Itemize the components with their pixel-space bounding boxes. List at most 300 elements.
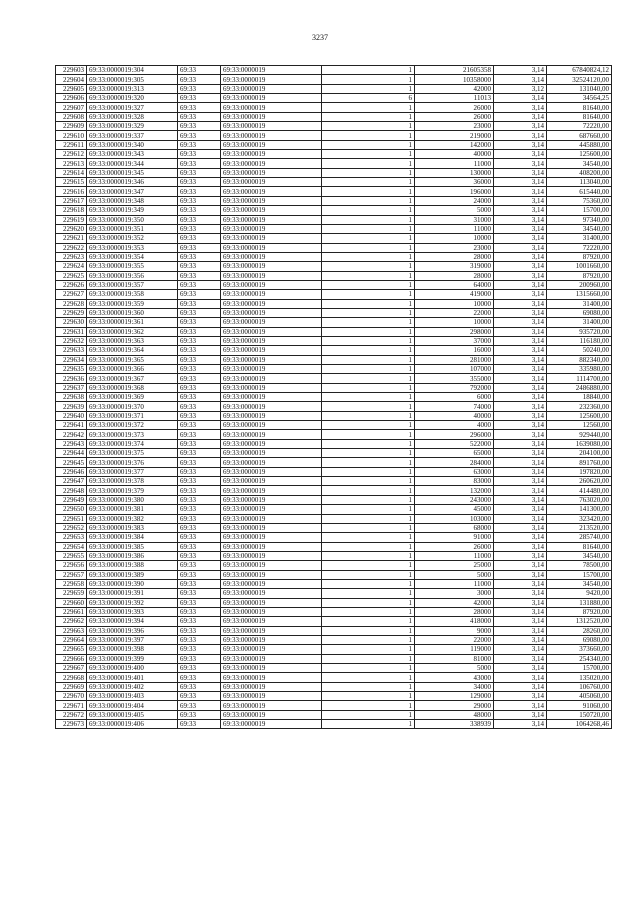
rate-cell: 3,14: [494, 421, 547, 430]
area-cell: 103000: [415, 514, 494, 523]
quarter-number-cell: 69:33:0000019: [221, 402, 322, 411]
rate-cell: 3,14: [494, 664, 547, 673]
count-cell: 1: [322, 262, 415, 271]
count-cell: 1: [322, 430, 415, 439]
row-number-cell: 229637: [56, 383, 87, 392]
district-code-cell: 69:33: [178, 710, 221, 719]
district-code-cell: 69:33: [178, 701, 221, 710]
table-row: [56, 439, 612, 448]
value-cell: 335980,00: [547, 365, 612, 374]
area-cell: 142000: [415, 140, 494, 149]
rate-cell: 3,14: [494, 150, 547, 159]
value-cell: 232360,00: [547, 402, 612, 411]
area-cell: 6000: [415, 393, 494, 402]
value-cell: 34540,00: [547, 159, 612, 168]
count-cell: 1: [322, 224, 415, 233]
value-cell: 687660,00: [547, 131, 612, 140]
table-row: [56, 103, 612, 112]
value-cell: 32524120,00: [547, 75, 612, 84]
cadastral-number-cell: 69:33:0000019:337: [87, 131, 178, 140]
rate-cell: 3,14: [494, 318, 547, 327]
count-cell: 1: [322, 477, 415, 486]
quarter-number-cell: 69:33:0000019: [221, 346, 322, 355]
quarter-number-cell: 69:33:0000019: [221, 645, 322, 654]
quarter-number-cell: 69:33:0000019: [221, 140, 322, 149]
table-row: [56, 645, 612, 654]
count-cell: 6: [322, 94, 415, 103]
district-code-cell: 69:33: [178, 421, 221, 430]
cadastral-number-cell: 69:33:0000019:384: [87, 533, 178, 542]
quarter-number-cell: 69:33:0000019: [221, 131, 322, 140]
value-cell: 323420,00: [547, 514, 612, 523]
row-number-cell: 229620: [56, 224, 87, 233]
cadastral-number-cell: 69:33:0000019:359: [87, 299, 178, 308]
row-number-cell: 229607: [56, 103, 87, 112]
value-cell: 405060,00: [547, 692, 612, 701]
count-cell: 1: [322, 654, 415, 663]
value-cell: 1315660,00: [547, 290, 612, 299]
cadastral-number-cell: 69:33:0000019:343: [87, 150, 178, 159]
table-row: [56, 66, 612, 75]
rate-cell: 3,14: [494, 514, 547, 523]
quarter-number-cell: 69:33:0000019: [221, 243, 322, 252]
area-cell: 11000: [415, 551, 494, 560]
table-row: [56, 692, 612, 701]
table-row: [56, 168, 612, 177]
count-cell: 1: [322, 402, 415, 411]
count-cell: 1: [322, 84, 415, 93]
table-row: [56, 234, 612, 243]
table-row: [56, 654, 612, 663]
rate-cell: 3,14: [494, 682, 547, 691]
quarter-number-cell: 69:33:0000019: [221, 271, 322, 280]
value-cell: 106760,00: [547, 682, 612, 691]
count-cell: 1: [322, 271, 415, 280]
table-row: [56, 393, 612, 402]
value-cell: 81640,00: [547, 542, 612, 551]
district-code-cell: 69:33: [178, 280, 221, 289]
count-cell: 1: [322, 122, 415, 131]
rate-cell: 3,14: [494, 449, 547, 458]
area-cell: 23000: [415, 122, 494, 131]
count-cell: 1: [322, 579, 415, 588]
table-row: [56, 430, 612, 439]
count-cell: 1: [322, 336, 415, 345]
rate-cell: 3,14: [494, 280, 547, 289]
rate-cell: 3,14: [494, 645, 547, 654]
table-row: [56, 635, 612, 644]
cadastral-number-cell: 69:33:0000019:389: [87, 570, 178, 579]
count-cell: 1: [322, 187, 415, 196]
row-number-cell: 229646: [56, 467, 87, 476]
table-row: [56, 224, 612, 233]
table-row: [56, 365, 612, 374]
quarter-number-cell: 69:33:0000019: [221, 84, 322, 93]
district-code-cell: 69:33: [178, 196, 221, 205]
district-code-cell: 69:33: [178, 467, 221, 476]
rate-cell: 3,14: [494, 308, 547, 317]
quarter-number-cell: 69:33:0000019: [221, 66, 322, 75]
quarter-number-cell: 69:33:0000019: [221, 318, 322, 327]
rate-cell: 3,14: [494, 271, 547, 280]
row-number-cell: 229626: [56, 280, 87, 289]
rate-cell: 3,14: [494, 187, 547, 196]
cadastral-number-cell: 69:33:0000019:366: [87, 365, 178, 374]
district-code-cell: 69:33: [178, 122, 221, 131]
rate-cell: 3,14: [494, 234, 547, 243]
area-cell: 40000: [415, 150, 494, 159]
area-cell: 4000: [415, 421, 494, 430]
rate-cell: 3,14: [494, 430, 547, 439]
row-number-cell: 229661: [56, 607, 87, 616]
rate-cell: 3,14: [494, 243, 547, 252]
quarter-number-cell: 69:33:0000019: [221, 393, 322, 402]
quarter-number-cell: 69:33:0000019: [221, 430, 322, 439]
count-cell: 1: [322, 299, 415, 308]
count-cell: 1: [322, 692, 415, 701]
rate-cell: 3,14: [494, 635, 547, 644]
cadastral-number-cell: 69:33:0000019:392: [87, 598, 178, 607]
count-cell: 1: [322, 598, 415, 607]
area-cell: 28000: [415, 252, 494, 261]
row-number-cell: 229603: [56, 66, 87, 75]
district-code-cell: 69:33: [178, 598, 221, 607]
row-number-cell: 229623: [56, 252, 87, 261]
table-row: [56, 607, 612, 616]
area-cell: 64000: [415, 280, 494, 289]
cadastral-number-cell: 69:33:0000019:399: [87, 654, 178, 663]
quarter-number-cell: 69:33:0000019: [221, 383, 322, 392]
rate-cell: 3,14: [494, 66, 547, 75]
district-code-cell: 69:33: [178, 561, 221, 570]
district-code-cell: 69:33: [178, 234, 221, 243]
rate-cell: 3,14: [494, 579, 547, 588]
cadastral-number-cell: 69:33:0000019:352: [87, 234, 178, 243]
area-cell: 10000: [415, 318, 494, 327]
row-number-cell: 229668: [56, 673, 87, 682]
cadastral-number-cell: 69:33:0000019:360: [87, 308, 178, 317]
rate-cell: 3,14: [494, 477, 547, 486]
rate-cell: 3,14: [494, 159, 547, 168]
district-code-cell: 69:33: [178, 635, 221, 644]
quarter-number-cell: 69:33:0000019: [221, 542, 322, 551]
value-cell: 69080,00: [547, 308, 612, 317]
value-cell: 50240,00: [547, 346, 612, 355]
cadastral-number-cell: 69:33:0000019:347: [87, 187, 178, 196]
quarter-number-cell: 69:33:0000019: [221, 682, 322, 691]
district-code-cell: 69:33: [178, 224, 221, 233]
quarter-number-cell: 69:33:0000019: [221, 94, 322, 103]
row-number-cell: 229657: [56, 570, 87, 579]
district-code-cell: 69:33: [178, 308, 221, 317]
count-cell: 1: [322, 327, 415, 336]
district-code-cell: 69:33: [178, 514, 221, 523]
value-cell: 67840824,12: [547, 66, 612, 75]
cadastral-number-cell: 69:33:0000019:373: [87, 430, 178, 439]
value-cell: 200960,00: [547, 280, 612, 289]
rate-cell: 3,14: [494, 327, 547, 336]
quarter-number-cell: 69:33:0000019: [221, 720, 322, 729]
value-cell: 135020,00: [547, 673, 612, 682]
row-number-cell: 229611: [56, 140, 87, 149]
district-code-cell: 69:33: [178, 393, 221, 402]
district-code-cell: 69:33: [178, 411, 221, 420]
value-cell: 12560,00: [547, 421, 612, 430]
cadastral-number-cell: 69:33:0000019:380: [87, 495, 178, 504]
table-row: [56, 84, 612, 93]
area-cell: 68000: [415, 523, 494, 532]
count-cell: 1: [322, 607, 415, 616]
rate-cell: 3,14: [494, 290, 547, 299]
district-code-cell: 69:33: [178, 299, 221, 308]
count-cell: 1: [322, 383, 415, 392]
quarter-number-cell: 69:33:0000019: [221, 598, 322, 607]
quarter-number-cell: 69:33:0000019: [221, 290, 322, 299]
rate-cell: 3,12: [494, 84, 547, 93]
count-cell: 1: [322, 533, 415, 542]
quarter-number-cell: 69:33:0000019: [221, 710, 322, 719]
table-row: [56, 533, 612, 542]
rate-cell: 3,14: [494, 467, 547, 476]
row-number-cell: 229656: [56, 561, 87, 570]
table-row: [56, 664, 612, 673]
quarter-number-cell: 69:33:0000019: [221, 514, 322, 523]
cadastral-number-cell: 69:33:0000019:355: [87, 262, 178, 271]
quarter-number-cell: 69:33:0000019: [221, 561, 322, 570]
table-row: [56, 215, 612, 224]
value-cell: 34564,25: [547, 94, 612, 103]
district-code-cell: 69:33: [178, 682, 221, 691]
table-row: [56, 626, 612, 635]
area-cell: 23000: [415, 243, 494, 252]
area-cell: 196000: [415, 187, 494, 196]
value-cell: 1639080,00: [547, 439, 612, 448]
area-cell: 419000: [415, 290, 494, 299]
table-row: [56, 122, 612, 131]
quarter-number-cell: 69:33:0000019: [221, 224, 322, 233]
count-cell: 1: [322, 617, 415, 626]
quarter-number-cell: 69:33:0000019: [221, 280, 322, 289]
row-number-cell: 229644: [56, 449, 87, 458]
count-cell: 1: [322, 243, 415, 252]
page-number: 3237: [312, 33, 328, 42]
quarter-number-cell: 69:33:0000019: [221, 467, 322, 476]
district-code-cell: 69:33: [178, 449, 221, 458]
district-code-cell: 69:33: [178, 402, 221, 411]
quarter-number-cell: 69:33:0000019: [221, 365, 322, 374]
row-number-cell: 229670: [56, 692, 87, 701]
cadastral-number-cell: 69:33:0000019:348: [87, 196, 178, 205]
area-cell: 119000: [415, 645, 494, 654]
table-row: [56, 514, 612, 523]
row-number-cell: 229662: [56, 617, 87, 626]
cadastral-number-cell: 69:33:0000019:378: [87, 477, 178, 486]
area-cell: 319000: [415, 262, 494, 271]
value-cell: 69080,00: [547, 635, 612, 644]
value-cell: 34540,00: [547, 551, 612, 560]
value-cell: 125600,00: [547, 411, 612, 420]
table-row: [56, 243, 612, 252]
count-cell: 1: [322, 421, 415, 430]
area-cell: 418000: [415, 617, 494, 626]
value-cell: 81640,00: [547, 112, 612, 121]
rate-cell: 3,14: [494, 140, 547, 149]
cadastral-number-cell: 69:33:0000019:374: [87, 439, 178, 448]
value-cell: 1001660,00: [547, 262, 612, 271]
row-number-cell: 229658: [56, 579, 87, 588]
area-cell: 36000: [415, 178, 494, 187]
row-number-cell: 229613: [56, 159, 87, 168]
area-cell: 522000: [415, 439, 494, 448]
table-row: [56, 449, 612, 458]
count-cell: 1: [322, 495, 415, 504]
district-code-cell: 69:33: [178, 243, 221, 252]
district-code-cell: 69:33: [178, 187, 221, 196]
count-cell: 1: [322, 486, 415, 495]
district-code-cell: 69:33: [178, 346, 221, 355]
value-cell: 97340,00: [547, 215, 612, 224]
row-number-cell: 229669: [56, 682, 87, 691]
value-cell: 15700,00: [547, 664, 612, 673]
row-number-cell: 229651: [56, 514, 87, 523]
area-cell: 219000: [415, 131, 494, 140]
value-cell: 34540,00: [547, 224, 612, 233]
table-row: [56, 206, 612, 215]
area-cell: 43000: [415, 673, 494, 682]
rate-cell: 3,14: [494, 692, 547, 701]
quarter-number-cell: 69:33:0000019: [221, 299, 322, 308]
value-cell: 15700,00: [547, 206, 612, 215]
value-cell: 87920,00: [547, 252, 612, 261]
area-cell: 28000: [415, 607, 494, 616]
table-row: [56, 346, 612, 355]
table-row: [56, 701, 612, 710]
value-cell: 31400,00: [547, 299, 612, 308]
cadastral-number-cell: 69:33:0000019:382: [87, 514, 178, 523]
cadastral-number-cell: 69:33:0000019:372: [87, 421, 178, 430]
row-number-cell: 229652: [56, 523, 87, 532]
table-row: [56, 561, 612, 570]
district-code-cell: 69:33: [178, 103, 221, 112]
area-cell: 3000: [415, 589, 494, 598]
table-row: [56, 505, 612, 514]
table-row: [56, 579, 612, 588]
count-cell: 1: [322, 178, 415, 187]
row-number-cell: 229645: [56, 458, 87, 467]
rate-cell: 3,14: [494, 617, 547, 626]
row-number-cell: 229614: [56, 168, 87, 177]
table-row: [56, 383, 612, 392]
row-number-cell: 229604: [56, 75, 87, 84]
district-code-cell: 69:33: [178, 607, 221, 616]
rate-cell: 3,14: [494, 103, 547, 112]
area-cell: 40000: [415, 411, 494, 420]
value-cell: 131880,00: [547, 598, 612, 607]
quarter-number-cell: 69:33:0000019: [221, 206, 322, 215]
value-cell: 131040,00: [547, 84, 612, 93]
count-cell: 1: [322, 664, 415, 673]
rate-cell: 3,14: [494, 523, 547, 532]
district-code-cell: 69:33: [178, 355, 221, 364]
row-number-cell: 229610: [56, 131, 87, 140]
area-cell: 338939: [415, 720, 494, 729]
count-cell: 1: [322, 626, 415, 635]
row-number-cell: 229664: [56, 635, 87, 644]
row-number-cell: 229642: [56, 430, 87, 439]
area-cell: 63000: [415, 467, 494, 476]
table-row: [56, 159, 612, 168]
area-cell: 355000: [415, 374, 494, 383]
count-cell: 1: [322, 673, 415, 682]
value-cell: 31400,00: [547, 234, 612, 243]
count-cell: 1: [322, 458, 415, 467]
rate-cell: 3,14: [494, 701, 547, 710]
value-cell: 197820,00: [547, 467, 612, 476]
row-number-cell: 229635: [56, 365, 87, 374]
cadastral-number-cell: 69:33:0000019:385: [87, 542, 178, 551]
district-code-cell: 69:33: [178, 654, 221, 663]
value-cell: 929440,00: [547, 430, 612, 439]
quarter-number-cell: 69:33:0000019: [221, 439, 322, 448]
table-row: [56, 374, 612, 383]
cadastral-number-cell: 69:33:0000019:406: [87, 720, 178, 729]
table-row: [56, 486, 612, 495]
district-code-cell: 69:33: [178, 720, 221, 729]
value-cell: 891760,00: [547, 458, 612, 467]
count-cell: 1: [322, 280, 415, 289]
value-cell: 260620,00: [547, 477, 612, 486]
district-code-cell: 69:33: [178, 589, 221, 598]
cadastral-number-cell: 69:33:0000019:396: [87, 626, 178, 635]
value-cell: 204100,00: [547, 449, 612, 458]
rate-cell: 3,14: [494, 75, 547, 84]
quarter-number-cell: 69:33:0000019: [221, 673, 322, 682]
count-cell: 1: [322, 514, 415, 523]
table-row: [56, 94, 612, 103]
cadastral-number-cell: 69:33:0000019:393: [87, 607, 178, 616]
cadastral-number-cell: 69:33:0000019:375: [87, 449, 178, 458]
quarter-number-cell: 69:33:0000019: [221, 533, 322, 542]
row-number-cell: 229665: [56, 645, 87, 654]
value-cell: 87920,00: [547, 607, 612, 616]
count-cell: 1: [322, 720, 415, 729]
table-row: [56, 570, 612, 579]
value-cell: 34540,00: [547, 579, 612, 588]
district-code-cell: 69:33: [178, 430, 221, 439]
rate-cell: 3,14: [494, 486, 547, 495]
area-cell: 21605358: [415, 66, 494, 75]
table-row: [56, 262, 612, 271]
row-number-cell: 229659: [56, 589, 87, 598]
rate-cell: 3,14: [494, 206, 547, 215]
quarter-number-cell: 69:33:0000019: [221, 589, 322, 598]
row-number-cell: 229660: [56, 598, 87, 607]
count-cell: 1: [322, 635, 415, 644]
cadastral-number-cell: 69:33:0000019:369: [87, 393, 178, 402]
row-number-cell: 229633: [56, 346, 87, 355]
district-code-cell: 69:33: [178, 617, 221, 626]
cadastral-number-cell: 69:33:0000019:361: [87, 318, 178, 327]
quarter-number-cell: 69:33:0000019: [221, 692, 322, 701]
area-cell: 22000: [415, 308, 494, 317]
table-row: [56, 131, 612, 140]
row-number-cell: 229616: [56, 187, 87, 196]
count-cell: 1: [322, 365, 415, 374]
area-cell: 83000: [415, 477, 494, 486]
quarter-number-cell: 69:33:0000019: [221, 103, 322, 112]
table-row: [56, 290, 612, 299]
value-cell: 445880,00: [547, 140, 612, 149]
